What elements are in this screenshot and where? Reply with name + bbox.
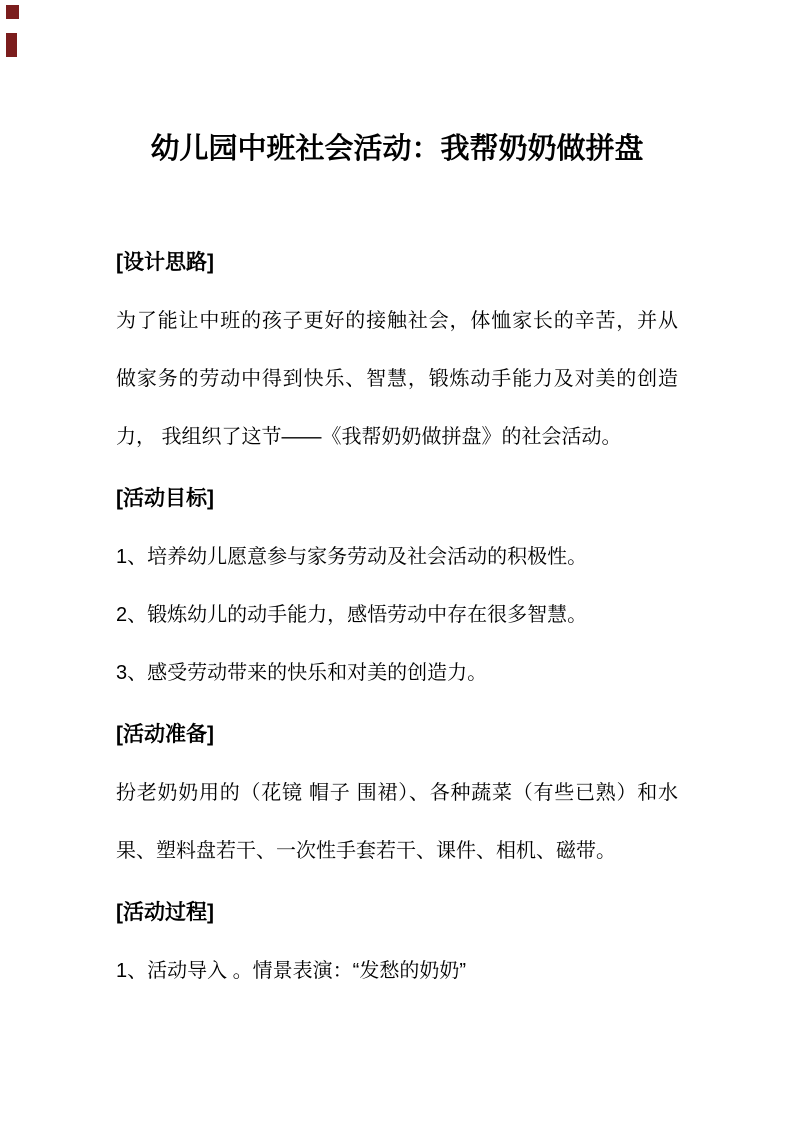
- red-artifact-mark-bottom: [6, 33, 17, 57]
- paragraph-line: 为了能让中班的孩子更好的接触社会，体恤家长的辛苦，并从: [116, 310, 678, 332]
- document-content: [116, 0, 678, 1000]
- paragraph-line: 力， 我组织了这节——《我帮奶奶做拼盘》的社会活动。: [116, 426, 622, 448]
- section-header-design: [设计思路]: [116, 251, 214, 274]
- section-header-process: [活动过程]: [116, 901, 214, 924]
- paragraph-line: 1、活动导入 。情景表演：“发愁的奶奶”: [116, 960, 466, 982]
- section-header-preparation: [活动准备]: [116, 723, 214, 746]
- paragraph-line: 扮老奶奶用的（花镜 帽子 围裙）、各种蔬菜（有些已熟）和水: [116, 782, 678, 804]
- section-header-goals: [活动目标]: [116, 487, 214, 510]
- paragraph-line: 果、塑料盘若干、一次性手套若干、课件、相机、磁带。: [116, 840, 616, 862]
- page-title: 幼儿园中班社会活动：我帮奶奶做拼盘: [150, 133, 644, 165]
- list-item: 3、感受劳动带来的快乐和对美的创造力。: [116, 662, 488, 684]
- paragraph-line: 做家务的劳动中得到快乐、智慧，锻炼动手能力及对美的创造: [116, 368, 678, 390]
- list-item: 2、锻炼幼儿的动手能力，感悟劳动中存在很多智慧。: [116, 604, 588, 626]
- list-item: 1、培养幼儿愿意参与家务劳动及社会活动的积极性。: [116, 546, 588, 568]
- red-artifact-mark-top: [6, 5, 19, 19]
